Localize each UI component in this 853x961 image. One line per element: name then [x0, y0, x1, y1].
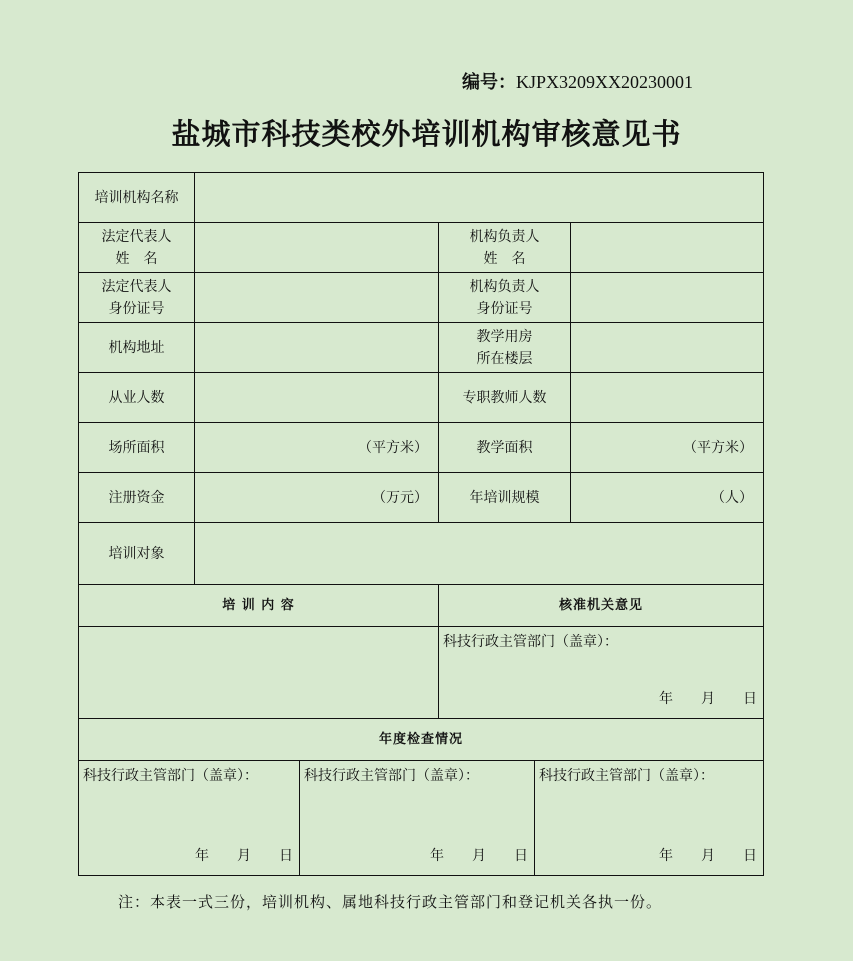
org-name-label: 培训机构名称: [79, 173, 195, 223]
inspection-3-seal-label: 科技行政主管部门（盖章）：: [539, 768, 714, 784]
site-area-unit: （平方米）: [358, 439, 428, 456]
inspection-cell-3[interactable]: [535, 761, 763, 875]
teaching-area-unit: （平方米）: [683, 439, 753, 456]
inspection-2-date: 年 月 日: [430, 848, 528, 864]
inspection-cell-2[interactable]: [300, 761, 535, 875]
form-row-inspections: [79, 761, 764, 876]
head-name-field[interactable]: [571, 223, 764, 273]
head-name-label: [439, 223, 571, 273]
approval-date: 年 月 日: [659, 691, 757, 707]
legal-rep-name-label-line2: 姓 名: [115, 250, 158, 267]
head-id-field[interactable]: [571, 273, 764, 323]
inspection-cell-1[interactable]: [79, 761, 300, 875]
teaching-area-field[interactable]: [571, 423, 764, 473]
annual-inspection-header: 年度检查情况: [79, 719, 764, 761]
form-row-staff: [79, 373, 764, 423]
capital-field[interactable]: [195, 473, 439, 523]
teaching-floor-label-line2: 所在楼层: [476, 350, 533, 367]
inspection-1-seal-label: 科技行政主管部门（盖章）：: [83, 768, 258, 784]
teaching-area-label: 教学面积: [439, 423, 571, 473]
approval-opinion-header: 核准机关意见: [439, 585, 764, 627]
form-row-content-opinion: [79, 627, 764, 719]
form-row-ids: [79, 273, 764, 323]
footnote: 注：本表一式三份，培训机构、属地科技行政主管部门和登记机关各执一份。: [118, 893, 663, 911]
legal-rep-id-label-line1: 法定代表人: [101, 278, 172, 295]
head-name-label-line1: 机构负责人: [469, 228, 540, 245]
address-label: 机构地址: [79, 323, 195, 373]
teaching-floor-label: [439, 323, 571, 373]
inspection-container: [79, 761, 764, 876]
annual-scale-label: 年培训规模: [439, 473, 571, 523]
site-area-field[interactable]: [195, 423, 439, 473]
form-row-section-heads: [79, 585, 764, 627]
annual-scale-field[interactable]: [571, 473, 764, 523]
inspection-1-date: 年 月 日: [195, 848, 293, 864]
legal-rep-id-field[interactable]: [195, 273, 439, 323]
teacher-count-field[interactable]: [571, 373, 764, 423]
staff-count-label: 从业人数: [79, 373, 195, 423]
capital-label: 注册资金: [79, 473, 195, 523]
head-name-label-line2: 姓 名: [483, 250, 526, 267]
teaching-floor-field[interactable]: [571, 323, 764, 373]
document-number-label: 编号：: [462, 72, 516, 93]
document-number: [462, 68, 693, 94]
legal-rep-name-label-line1: 法定代表人: [101, 228, 172, 245]
form-row-address: [79, 323, 764, 373]
inspection-2-seal-label: 科技行政主管部门（盖章）：: [304, 768, 479, 784]
legal-rep-id-label: [79, 273, 195, 323]
inspection-3-date: 年 月 日: [659, 848, 757, 864]
head-id-label-line1: 机构负责人: [469, 278, 540, 295]
form-row-capital: [79, 473, 764, 523]
teacher-count-label: 专职教师人数: [439, 373, 571, 423]
legal-rep-id-label-line2: 身份证号: [108, 300, 165, 317]
approval-opinion-field[interactable]: [439, 627, 764, 719]
training-content-header: 培 训 内 容: [79, 585, 439, 627]
form-row-area: [79, 423, 764, 473]
teaching-floor-label-line1: 教学用房: [476, 328, 533, 345]
training-content-field[interactable]: [79, 627, 439, 719]
annual-scale-unit: （人）: [711, 489, 753, 506]
staff-count-field[interactable]: [195, 373, 439, 423]
head-id-label: [439, 273, 571, 323]
form-row-names: [79, 223, 764, 273]
inspection-columns: [79, 761, 763, 875]
approval-seal-label: 科技行政主管部门（盖章）：: [443, 634, 618, 650]
target-field[interactable]: [195, 523, 764, 585]
review-form-table: [78, 172, 764, 876]
address-field[interactable]: [195, 323, 439, 373]
document-number-value: KJPX3209XX20230001: [516, 72, 694, 92]
form-row-org-name: [79, 173, 764, 223]
form-row-target: [79, 523, 764, 585]
org-name-field[interactable]: [195, 173, 764, 223]
form-row-inspection-head: [79, 719, 764, 761]
capital-unit: （万元）: [372, 489, 428, 506]
legal-rep-name-label: [79, 223, 195, 273]
page-title: 盐城市科技类校外培训机构审核意见书: [171, 117, 682, 151]
head-id-label-line2: 身份证号: [476, 300, 533, 317]
target-label: 培训对象: [79, 523, 195, 585]
site-area-label: 场所面积: [79, 423, 195, 473]
legal-rep-name-field[interactable]: [195, 223, 439, 273]
